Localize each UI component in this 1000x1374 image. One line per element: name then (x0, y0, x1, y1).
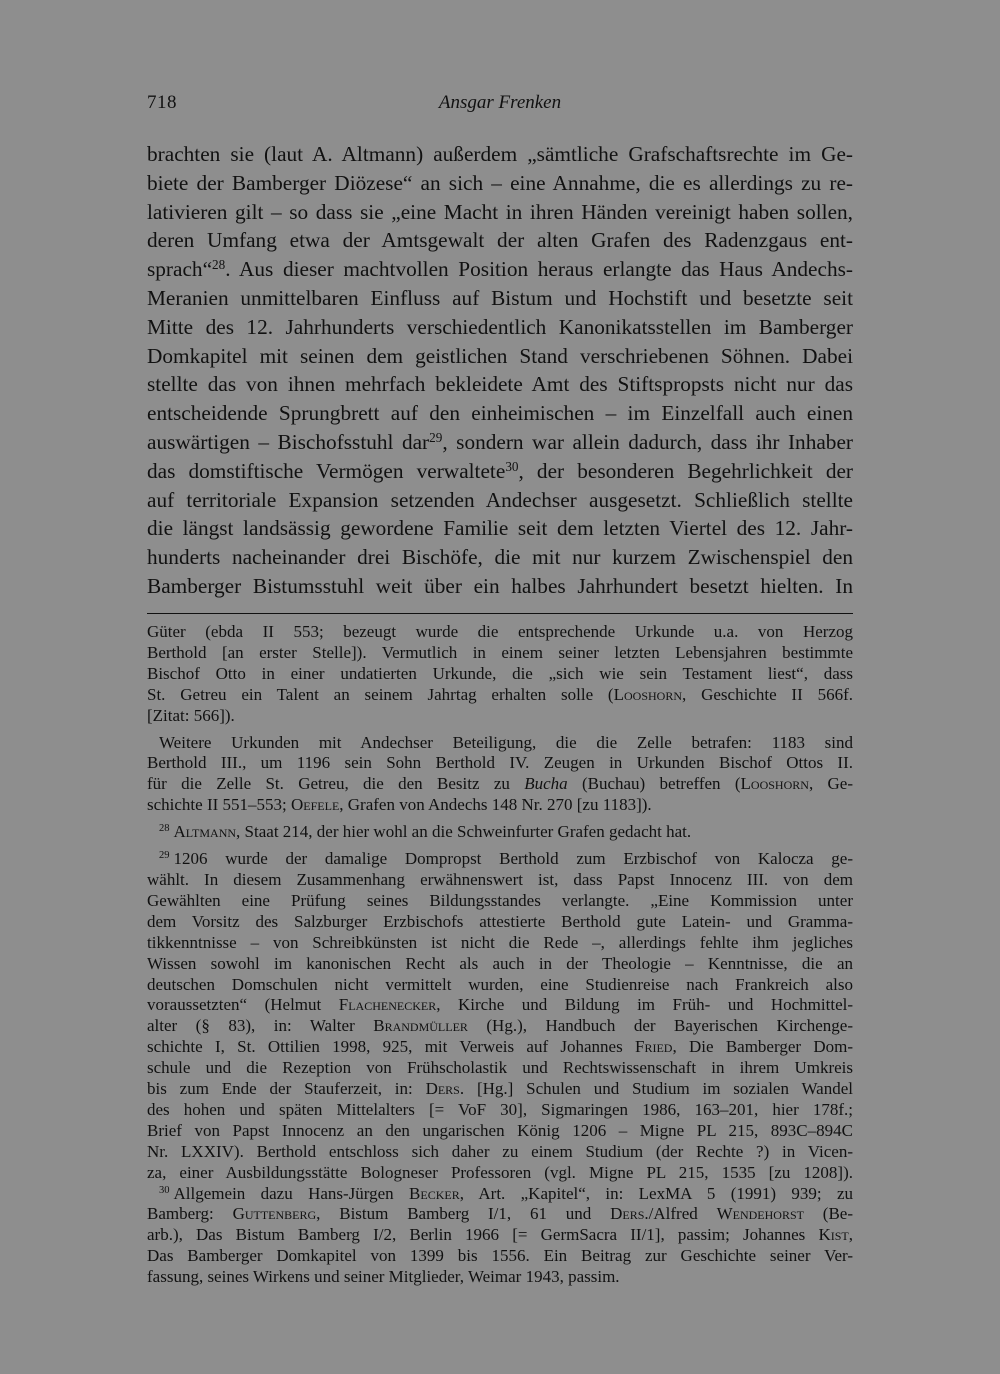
footnote-28 (147, 822, 853, 843)
footnote-line: alter (§ 83), in: Walter Brandmüller (Hg.), Handbuch der Bayerischen Kirchenge- (147, 1016, 853, 1036)
body-line: das domstiftische Vermögen verwaltete$^{30}$, der besonderen Begehrlichkeit der (147, 458, 854, 483)
footnote-line: deutschen Domschulen nicht vermittelt wurden, eine Studienreise nach Frankreich also (147, 974, 853, 994)
footnote-line: dem Vorsitz des Salzburger Erzbischofs attestierte Berthold gute Latein- und Gramma- (147, 911, 853, 931)
footnote-line: St. Getreu ein Talent an seinem Jahrtag erhalten solle (Looshorn, Geschichte II 566f. (147, 684, 853, 704)
body-line: Meranien unmittelbaren Einfluss auf Bistum und Hochstift und besetzte seit (147, 285, 853, 310)
footnote-line: Bischof Otto in einer undatierten Urkunde, die „sich wie sein Testament liest“, dass (147, 663, 853, 683)
footnote-continuation (147, 622, 853, 727)
footnote-line: Weitere Urkunden mit Andechser Beteiligung, die die Zelle betrafen: 1183 sind (159, 732, 853, 752)
footnote-line: tikkenntnisse – von Schreibkünsten ist nicht die Rede –, allerdings fehlte ihm jegliches (147, 932, 853, 952)
body-line: entscheidende Sprungbrett auf den einheimischen – im Einzelfall auch einen (147, 401, 853, 426)
body-line: Domkapitel mit seinen dem geistlichen Stand verschriebenen Söhnen. Dabei (147, 343, 853, 368)
footnote-ref-30: 30 (505, 458, 519, 474)
footnote-ref-29: 29 (429, 429, 443, 445)
footnote-line: des hohen und späten Mittelalters [= VoF 30], Sigmaringen 1986, 163–201, hier 178f.; (147, 1099, 853, 1119)
footnote-ref-28: 28 (212, 256, 226, 272)
body-line: lativieren gilt – so dass sie „eine Macht in ihren Händen vereinigt haben sollen, (147, 199, 853, 224)
footnote-line: Berthold III., um 1196 sein Sohn Berthold IV. Zeugen in Urkunden Bischof Ottos II. (147, 753, 853, 773)
body-line: auf territoriale Expansion setzenden Andechser ausgesetzt. Schließlich stellte (147, 487, 853, 512)
running-head: Ansgar Frenken (438, 92, 562, 113)
footnote-line: fassung, seines Wirkens und seiner Mitglieder, Weimar 1943, passim. (147, 1267, 620, 1287)
footnote-29 (147, 849, 853, 1184)
footnote-line: schichte I, St. Ottilien 1998, 925, mit Verweis auf Johannes Fried, Die Bamberger Dom- (147, 1037, 853, 1057)
body-line: auswärtigen – Bischofsstuhl dar$^{29}$, sondern war allein dadurch, dass ihr Inhaber (147, 429, 853, 454)
footnote-paragraph (147, 733, 853, 817)
body-line: Bamberger Bistumsstuhl weit über ein halbes Jahrhundert besetzt hielten. In (147, 573, 853, 598)
footnote-line: 29 1206 wurde der damalige Dompropst Berthold zum Erzbischof von Kalocza ge- (159, 849, 853, 869)
page-number: 718 (147, 92, 177, 113)
footnote-line: Wissen sowohl im kanonischen Recht als auch in der Theologie – Kenntnisse, die an (147, 953, 853, 973)
body-line: sprach“$^{28}$. Aus dieser machtvollen Position heraus erlangte das Haus Andechs- (147, 256, 853, 282)
footnote-line: bis zum Ende der Stauferzeit, in: Ders. [Hg.] Schulen und Studium im sozialen Wandel (147, 1079, 854, 1099)
footnote-line: Gewählten eine Prüfung seines Bildungsstandes verlangte. „Eine Kommission unter (147, 890, 853, 910)
footnote-line: [Zitat: 566]). (147, 705, 235, 725)
footnote-line: schichte II 551–553; Oefele, Grafen von Andechs 148 Nr. 270 [zu 1183]). (147, 795, 652, 815)
footnote-line: voraussetzten“ (Helmut Flachenecker, Kirche und Bildung im Früh- und Hochmittel- (147, 995, 854, 1015)
body-line: biete der Bamberger Diözese“ an sich – eine Annahme, die es allerdings zu re- (147, 170, 853, 195)
body-line: hunderts nacheinander drei Bischöfe, die mit nur kurzem Zwischenspiel den (147, 545, 853, 570)
footnote-line: 30 Allgemein dazu Hans-Jürgen Becker, Art. „Kapitel“, in: LexMA 5 (1991) 939; zu (159, 1183, 853, 1203)
footnote-separator-rule (147, 613, 853, 614)
footnote-line: arb.), Das Bistum Bamberg I/2, Berlin 1966 [= GermSacra II/1], passim; Johannes Kist, (147, 1225, 853, 1245)
footnote-line: Bamberg: Guttenberg, Bistum Bamberg I/1, 61 und Ders./Alfred Wendehorst (Be- (147, 1204, 854, 1224)
footnote-line: Güter (ebda II 553; bezeugt wurde die entsprechende Urkunde u.a. von Herzog (147, 622, 853, 641)
body-line: Mitte des 12. Jahrhunderts verschiedentlich Kanonikatsstellen im Bamberger (147, 314, 853, 339)
footnote-line: schule und die Rezeption von Frühscholastik und Rechtswissenschaft in ihrem Umkreis (147, 1058, 853, 1078)
footnote-line: Berthold [an erster Stelle]). Vermutlich in einem seiner letzten Lebensjahren bestimmte (147, 642, 853, 662)
body-line: stellte das von ihnen mehrfach bekleidete Amt des Stiftspropsts nicht nur das (147, 372, 853, 397)
body-line: die längst landsässig gewordene Familie seit dem letzten Viertel des 12. Jahr- (147, 516, 853, 541)
footnote-line: Brief von Papst Innocenz an den ungarischen König 1206 – Migne PL 215, 893C–894C (147, 1120, 853, 1140)
footnote-line: wählt. In diesem Zusammenhang erwähnenswert ist, dass Papst Innocenz III. von dem (147, 869, 853, 889)
body-line: deren Umfang etwa der Amtsgewalt der alten Grafen des Radenzgaus ent- (147, 228, 853, 253)
footnote-30 (147, 1184, 853, 1289)
footnote-line: Das Bamberger Domkapitel von 1399 bis 1556. Ein Beitrag zur Geschichte seiner Ver- (147, 1246, 853, 1266)
body-line: brachten sie (laut A. Altmann) außerdem „sämtliche Grafschaftsrechte im Ge- (147, 142, 853, 166)
footnote-line: für die Zelle St. Getreu, die den Besitz zu Bucha (Buchau) betreffen (Looshorn, Ge- (147, 774, 854, 794)
footnote-line: 28 Altmann, Staat 214, der hier wohl an die Schweinfurter Grafen gedacht hat. (159, 822, 692, 842)
footnote-line: Nr. LXXIV). Berthold entschloss sich daher zu einem Studium (der Rechte ?) in Vicen- (147, 1141, 853, 1161)
footnotes (147, 622, 853, 1288)
footnote-line: za, einer Ausbildungsstätte Bologneser Professoren (vgl. Migne PL 215, 1535 [zu 1208]). (147, 1162, 853, 1182)
body-text (147, 140, 853, 601)
